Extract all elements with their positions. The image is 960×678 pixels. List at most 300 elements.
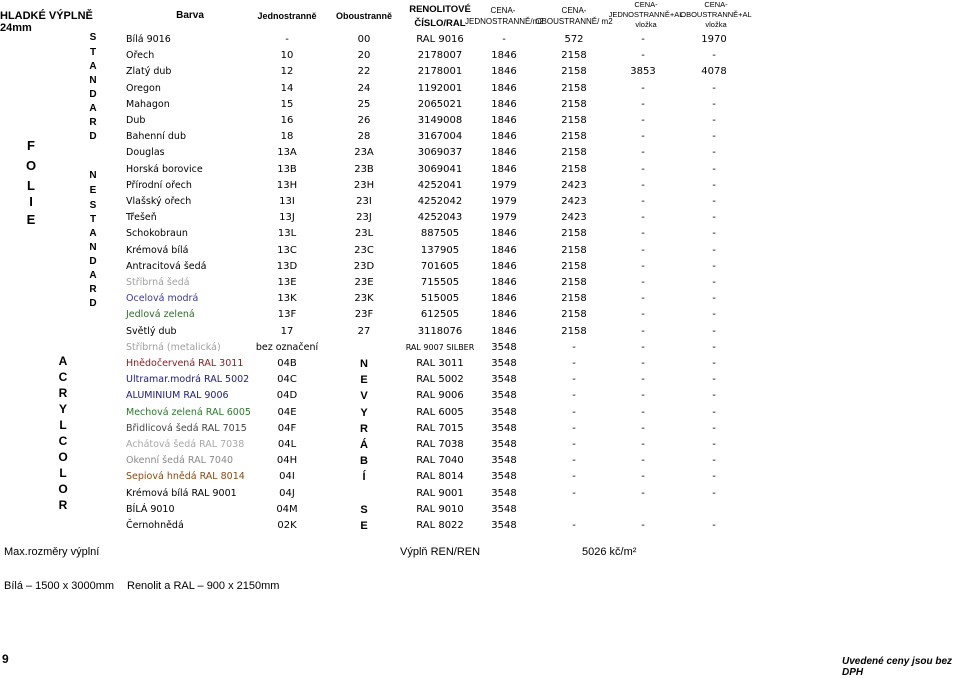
cell-vlozka-oboustranne: - xyxy=(712,260,716,272)
cell-cena-oboustranne: 2158 xyxy=(561,50,587,62)
cell-jednostranne: 14 xyxy=(280,82,294,94)
cell-vlozka-jednostranne: - xyxy=(641,82,645,94)
table-row xyxy=(0,307,960,323)
cell-vlozka-jednostranne: - xyxy=(641,358,645,369)
cell-cena-jednostranne: 3548 xyxy=(491,520,517,531)
table-row xyxy=(0,97,960,113)
cell-oboustranne: 20 xyxy=(357,50,371,62)
cell-jednostranne: 04B xyxy=(277,358,297,369)
cell-color-name: Ocelová modrá xyxy=(126,293,199,305)
cell-renolit: 2178007 xyxy=(417,50,463,62)
cell-jednostranne: 04L xyxy=(277,439,297,450)
vertical-letter: R xyxy=(58,386,68,400)
cell-cena-jednostranne: 3548 xyxy=(491,406,517,418)
table-row xyxy=(0,340,960,356)
cell-jednostranne: 17 xyxy=(280,325,294,337)
cell-renolit: 612505 xyxy=(420,309,460,321)
cell-vlozka-oboustranne: - xyxy=(712,82,716,94)
cell-vlozka-oboustranne: 1970 xyxy=(701,34,727,45)
col-header-vlozka-o-line3: vložka xyxy=(705,20,727,29)
cell-jednostranne: 15 xyxy=(280,98,294,110)
vertical-letter: E xyxy=(89,185,97,196)
cell-cena-oboustranne: 2158 xyxy=(561,147,587,159)
footer-bila-dimensions: Bílá – 1500 x 3000mm xyxy=(4,580,115,592)
cell-renolit: RAL 9001 xyxy=(416,487,464,499)
cell-cena-oboustranne: 2158 xyxy=(561,82,587,94)
table-row xyxy=(0,129,960,145)
cell-vlozka-oboustranne: - xyxy=(712,131,716,143)
cell-renolit: 137905 xyxy=(420,244,460,256)
table-row xyxy=(0,32,960,48)
col-header-renolit-line2: ČÍSLO/RAL xyxy=(414,18,466,29)
cell-cena-oboustranne: 2158 xyxy=(561,163,587,175)
col-header-vlozka-j-line1: CENA- xyxy=(634,0,658,9)
col-header-vlozka-oboustranne xyxy=(676,0,756,30)
vertical-letter: S xyxy=(89,200,97,211)
cell-color-name: Černohnědá xyxy=(126,520,184,531)
cell-cena-oboustranne: - xyxy=(572,390,576,402)
cell-oboustranne: Á xyxy=(360,439,368,451)
cell-jednostranne: 04M xyxy=(276,503,298,515)
cell-renolit: 887505 xyxy=(420,228,460,240)
cell-oboustranne: 25 xyxy=(357,98,371,110)
cell-vlozka-jednostranne: 3853 xyxy=(630,66,656,78)
table-row xyxy=(0,210,960,226)
vertical-letter: R xyxy=(89,284,97,295)
cell-oboustranne: N xyxy=(360,358,368,370)
vertical-letter: T xyxy=(89,47,97,58)
cell-vlozka-oboustranne: - xyxy=(712,455,716,467)
cell-color-name: Břidlicová šedá RAL 7015 xyxy=(126,422,247,434)
cell-renolit: RAL 5002 xyxy=(416,374,464,386)
cell-vlozka-oboustranne: - xyxy=(712,439,716,450)
cell-color-name: ALUMINIUM RAL 9006 xyxy=(126,390,229,402)
cell-vlozka-oboustranne: - xyxy=(712,487,716,499)
col-header-jednostranne: Jednostranně xyxy=(257,11,317,21)
cell-jednostranne: 04H xyxy=(276,455,298,467)
cell-vlozka-jednostranne: - xyxy=(641,212,645,224)
cell-color-name: BÍLÁ 9010 xyxy=(126,503,175,515)
cell-color-name: Stříbrná (metalická) xyxy=(126,341,221,353)
cell-vlozka-oboustranne: - xyxy=(712,325,716,337)
cell-cena-jednostranne: 1846 xyxy=(491,163,517,175)
cell-jednostranne: 13I xyxy=(279,196,295,207)
cell-cena-jednostranne: 1846 xyxy=(491,277,517,288)
cell-oboustranne: S xyxy=(360,503,368,516)
cell-color-name: Hnědočervená RAL 3011 xyxy=(126,358,244,369)
cell-color-name: Antracitová šedá xyxy=(126,260,207,272)
cell-vlozka-oboustranne: - xyxy=(712,422,716,434)
vertical-letter: R xyxy=(58,498,68,512)
cell-vlozka-jednostranne: - xyxy=(641,98,645,110)
cell-jednostranne: - xyxy=(285,34,289,45)
cell-oboustranne: V xyxy=(360,390,368,403)
cell-vlozka-jednostranne: - xyxy=(641,147,645,159)
table-row xyxy=(0,502,960,518)
cell-oboustranne: 24 xyxy=(357,82,371,94)
cell-jednostranne: 04F xyxy=(277,422,297,434)
cell-jednostranne: 13H xyxy=(276,179,298,191)
cell-vlozka-jednostranne: - xyxy=(641,293,645,305)
cell-cena-jednostranne: 1846 xyxy=(491,325,517,337)
cell-cena-jednostranne: 1846 xyxy=(491,115,517,126)
col-header-renolit-line1: RENOLITOVÉ xyxy=(409,4,471,15)
cell-vlozka-jednostranne: - xyxy=(641,163,645,175)
cell-oboustranne: Í xyxy=(362,471,366,484)
cell-color-name: Třešeň xyxy=(126,212,157,224)
vertical-letter: A xyxy=(89,103,97,114)
cell-oboustranne: 23J xyxy=(356,212,372,224)
cell-jednostranne: 13J xyxy=(279,212,295,224)
cell-vlozka-oboustranne: - xyxy=(712,374,716,386)
vertical-letter: D xyxy=(89,298,97,309)
cell-cena-jednostranne: 1846 xyxy=(491,228,517,240)
cell-jednostranne: 04E xyxy=(277,406,297,418)
cell-cena-jednostranne: 1846 xyxy=(491,50,517,62)
vertical-letter: Y xyxy=(58,402,67,416)
cell-vlozka-oboustranne: - xyxy=(712,50,716,62)
cell-cena-oboustranne: - xyxy=(572,439,576,450)
cell-vlozka-jednostranne: - xyxy=(641,50,645,62)
cell-renolit: 515005 xyxy=(420,293,460,305)
vertical-letter: C xyxy=(58,370,68,384)
cell-cena-jednostranne: 3548 xyxy=(491,471,517,483)
cell-color-name: Mahagon xyxy=(126,98,170,110)
cell-cena-jednostranne: 1846 xyxy=(491,66,517,78)
cell-cena-jednostranne: 3548 xyxy=(491,487,517,499)
cell-cena-jednostranne: 1979 xyxy=(491,196,517,207)
cell-cena-oboustranne: - xyxy=(572,422,576,434)
cell-oboustranne: 28 xyxy=(357,131,371,143)
cell-vlozka-oboustranne: 4078 xyxy=(701,66,727,78)
footer-vypln-price: 5026 kč/m² xyxy=(582,546,637,558)
table-row xyxy=(0,437,960,453)
cell-renolit: 1192001 xyxy=(417,82,463,94)
cell-vlozka-jednostranne: - xyxy=(641,309,645,321)
cell-cena-oboustranne: 572 xyxy=(564,34,584,45)
table-row xyxy=(0,324,960,340)
vertical-letter: D xyxy=(89,89,97,100)
cell-oboustranne: 23C xyxy=(354,244,374,256)
vertical-letter: O xyxy=(25,158,37,173)
cell-oboustranne: 23L xyxy=(354,228,374,240)
table-row xyxy=(0,48,960,64)
table-row xyxy=(0,372,960,388)
vertical-letter: A xyxy=(89,61,97,72)
cell-color-name: Okenní šedá RAL 7040 xyxy=(126,455,234,467)
cell-cena-oboustranne: 2423 xyxy=(561,179,587,191)
cell-color-name: Schokobraun xyxy=(126,228,188,240)
col-header-cena-j-line1: CENA- xyxy=(490,6,516,15)
vertical-letter: S xyxy=(89,32,97,43)
vertical-letter: A xyxy=(89,228,97,239)
cell-oboustranne: E xyxy=(360,520,368,532)
cell-color-name: Horská borovice xyxy=(126,163,203,175)
cell-color-name: Oregon xyxy=(126,82,161,94)
table-row xyxy=(0,145,960,161)
cell-vlozka-oboustranne: - xyxy=(712,98,716,110)
cell-oboustranne: 26 xyxy=(357,115,371,126)
cell-jednostranne: 04J xyxy=(279,487,295,499)
vertical-letter: C xyxy=(58,434,68,448)
cell-cena-jednostranne: 1846 xyxy=(491,82,517,94)
cell-renolit: RAL 9016 xyxy=(416,34,464,45)
cell-jednostranne: 18 xyxy=(280,131,294,143)
cell-vlozka-jednostranne: - xyxy=(641,374,645,386)
cell-color-name: Dub xyxy=(126,115,146,126)
cell-vlozka-jednostranne: - xyxy=(641,487,645,499)
cell-renolit: RAL 9010 xyxy=(416,503,464,515)
cell-color-name: Jedlová zelená xyxy=(126,309,195,321)
col-header-barva: Barva xyxy=(176,10,204,21)
cell-cena-jednostranne: 1846 xyxy=(491,260,517,272)
col-header-cena-jednostranne xyxy=(465,6,544,26)
cell-vlozka-jednostranne: - xyxy=(641,131,645,143)
vertical-letter: L xyxy=(59,418,67,432)
cell-color-name: Přírodní ořech xyxy=(126,179,192,191)
vertical-letter: A xyxy=(58,354,68,368)
cell-jednostranne: 13E xyxy=(277,277,297,288)
col-header-cena-o-line2: OBOUSTRANNĚ/ m2 xyxy=(535,17,613,26)
vertical-letter: F xyxy=(27,138,35,153)
col-header-vlozka-j-line3: vložka xyxy=(635,20,657,29)
vertical-letter: E xyxy=(26,212,36,227)
cell-cena-oboustranne: 2423 xyxy=(561,212,587,224)
cell-cena-oboustranne: 2158 xyxy=(561,277,587,288)
footer-vat-note: Uvedené ceny jsou bez DPH xyxy=(842,656,953,678)
cell-color-name: Krémová bílá RAL 9001 xyxy=(126,487,237,499)
col-header-oboustranne: Oboustranně xyxy=(335,11,392,21)
vertical-letter: D xyxy=(89,131,97,142)
cell-cena-oboustranne: 2158 xyxy=(561,115,587,126)
cell-oboustranne: R xyxy=(360,422,368,435)
cell-vlozka-jednostranne: - xyxy=(641,244,645,256)
cell-vlozka-jednostranne: - xyxy=(641,277,645,288)
table-row xyxy=(0,64,960,80)
cell-oboustranne: 22 xyxy=(357,66,371,78)
table-row xyxy=(0,405,960,421)
cell-vlozka-oboustranne: - xyxy=(712,520,716,531)
table-row xyxy=(0,178,960,194)
col-header-cena-oboustranne xyxy=(534,6,614,26)
cell-cena-oboustranne: - xyxy=(572,455,576,467)
cell-oboustranne: 23D xyxy=(353,260,375,272)
cell-vlozka-oboustranne: - xyxy=(712,163,716,175)
cell-jednostranne: 13L xyxy=(277,228,297,240)
cell-cena-oboustranne: 2158 xyxy=(561,98,587,110)
cell-color-name: Ořech xyxy=(126,50,155,62)
cell-cena-jednostranne: 3548 xyxy=(491,503,517,515)
cell-cena-oboustranne: 2158 xyxy=(561,260,587,272)
cell-vlozka-oboustranne: - xyxy=(712,406,716,418)
cell-vlozka-jednostranne: - xyxy=(641,471,645,483)
cell-renolit: 4252043 xyxy=(417,212,463,224)
cell-vlozka-jednostranne: - xyxy=(641,406,645,418)
cell-vlozka-jednostranne: - xyxy=(641,325,645,337)
cell-vlozka-oboustranne: - xyxy=(712,341,716,353)
cell-cena-oboustranne: 2158 xyxy=(561,293,587,305)
cell-vlozka-oboustranne: - xyxy=(712,196,716,207)
cell-cena-oboustranne: 2158 xyxy=(561,309,587,321)
cell-renolit: 2178001 xyxy=(417,66,463,78)
cell-oboustranne: 00 xyxy=(357,34,371,45)
cell-cena-jednostranne: 3548 xyxy=(491,439,517,450)
cell-vlozka-oboustranne: - xyxy=(712,179,716,191)
cell-cena-jednostranne: 1979 xyxy=(491,179,517,191)
vertical-letter: I xyxy=(29,194,33,209)
cell-cena-oboustranne: 2158 xyxy=(561,228,587,240)
cell-color-name: Achátová šedá RAL 7038 xyxy=(126,439,245,450)
cell-jednostranne: 13K xyxy=(277,293,297,305)
table-row xyxy=(0,162,960,178)
table-row xyxy=(0,275,960,291)
col-header-vlozka-o-line2: OBOUSTRANNĚ+AL xyxy=(680,10,752,19)
cell-vlozka-oboustranne: - xyxy=(712,309,716,321)
cell-renolit: RAL 9007 SILBER xyxy=(405,342,475,352)
cell-jednostranne: 10 xyxy=(280,50,294,62)
cell-oboustranne: 23A xyxy=(354,147,374,159)
cell-color-name: Stříbrná šedá xyxy=(126,277,190,288)
cell-cena-jednostranne: 1846 xyxy=(491,98,517,110)
cell-oboustranne: 23F xyxy=(354,309,374,321)
cell-vlozka-oboustranne: - xyxy=(712,390,716,402)
cell-cena-oboustranne: - xyxy=(572,358,576,369)
cell-jednostranne: bez označení xyxy=(255,341,319,353)
table-row xyxy=(0,81,960,97)
cell-renolit: 3069041 xyxy=(417,163,463,175)
cell-vlozka-jednostranne: - xyxy=(641,341,645,353)
cell-oboustranne: 23B xyxy=(354,163,374,175)
cell-jednostranne: 04D xyxy=(276,390,298,402)
cell-color-name: Světlý dub xyxy=(126,325,177,337)
col-header-cena-j-line2: JEDNOSTRANNĚ/m2 xyxy=(465,17,544,26)
table-row xyxy=(0,388,960,404)
table-row xyxy=(0,194,960,210)
cell-color-name: Mechová zelená RAL 6005 xyxy=(126,406,251,418)
cell-renolit: 3167004 xyxy=(417,131,463,143)
table-row xyxy=(0,356,960,372)
cell-color-name: Krémová bílá xyxy=(126,244,189,256)
cell-color-name: Sepiová hnědá RAL 8014 xyxy=(126,471,245,483)
vertical-letter: N xyxy=(89,75,97,86)
vertical-letter: L xyxy=(27,178,35,193)
cell-renolit: 3118076 xyxy=(417,325,463,337)
cell-cena-jednostranne: 1846 xyxy=(491,244,517,256)
cell-color-name: Bílá 9016 xyxy=(126,34,171,45)
cell-renolit: RAL 7038 xyxy=(416,439,464,450)
cell-renolit: 4252042 xyxy=(417,196,463,207)
cell-renolit: RAL 8022 xyxy=(416,520,464,531)
table-row xyxy=(0,469,960,485)
col-header-cena-o-line1: CENA- xyxy=(561,6,587,15)
table-row xyxy=(0,259,960,275)
cell-vlozka-oboustranne: - xyxy=(712,212,716,224)
cell-vlozka-jednostranne: - xyxy=(641,34,645,45)
cell-renolit: RAL 7040 xyxy=(416,455,464,467)
col-header-vlozka-j-line2: JEDNOSTRANNĚ+AL xyxy=(608,10,684,19)
cell-vlozka-jednostranne: - xyxy=(641,422,645,434)
cell-oboustranne: E xyxy=(360,374,368,387)
vertical-letter: O xyxy=(58,450,68,464)
cell-cena-jednostranne: 3548 xyxy=(491,422,517,434)
vertical-letter: D xyxy=(89,256,97,267)
vertical-letter: T xyxy=(89,214,97,225)
cell-jednostranne: 02K xyxy=(277,520,297,531)
cell-oboustranne: 27 xyxy=(357,325,371,337)
footer-max-dimensions: Max.rozměry výplní xyxy=(4,546,100,558)
cell-vlozka-oboustranne: - xyxy=(712,115,716,126)
cell-renolit: RAL 7015 xyxy=(416,422,464,434)
cell-jednostranne: 16 xyxy=(280,115,294,126)
cell-renolit: RAL 6005 xyxy=(416,406,464,418)
cell-cena-jednostranne: 1846 xyxy=(491,147,517,159)
cell-vlozka-jednostranne: - xyxy=(641,179,645,191)
vertical-letter: L xyxy=(59,466,67,480)
cell-color-name: Vlašský ořech xyxy=(126,196,192,207)
cell-jednostranne: 04I xyxy=(279,471,295,483)
cell-cena-jednostranne: 1846 xyxy=(491,293,517,305)
cell-vlozka-oboustranne: - xyxy=(712,293,716,305)
cell-vlozka-oboustranne: - xyxy=(712,471,716,483)
vertical-letter: R xyxy=(89,117,97,128)
cell-cena-jednostranne: 1846 xyxy=(491,309,517,321)
cell-vlozka-jednostranne: - xyxy=(641,196,645,207)
cell-vlozka-oboustranne: - xyxy=(712,277,716,288)
cell-cena-oboustranne: - xyxy=(572,341,576,353)
cell-oboustranne: 23H xyxy=(353,179,375,191)
cell-color-name: Zlatý dub xyxy=(126,66,172,78)
cell-jednostranne: 13F xyxy=(277,309,297,321)
cell-cena-jednostranne: 3548 xyxy=(491,341,517,353)
cell-vlozka-jednostranne: - xyxy=(641,455,645,467)
cell-renolit: RAL 3011 xyxy=(416,358,464,369)
cell-color-name: Douglas xyxy=(126,147,165,159)
cell-renolit: 715505 xyxy=(420,277,460,288)
cell-oboustranne: 23I xyxy=(356,196,372,207)
cell-cena-oboustranne: - xyxy=(572,487,576,499)
table-row xyxy=(0,518,960,534)
cell-cena-jednostranne: 3548 xyxy=(491,374,517,386)
vertical-letter: O xyxy=(58,482,68,496)
table-row xyxy=(0,226,960,242)
cell-cena-jednostranne: 1979 xyxy=(491,212,517,224)
cell-renolit: RAL 8014 xyxy=(416,471,464,483)
cell-oboustranne: 23E xyxy=(354,277,374,288)
table-row xyxy=(0,113,960,129)
cell-jednostranne: 13B xyxy=(277,163,297,175)
cell-jednostranne: 12 xyxy=(280,66,294,78)
cell-cena-oboustranne: - xyxy=(572,520,576,531)
table-row xyxy=(0,291,960,307)
col-header-vlozka-o-line1: CENA- xyxy=(704,0,728,9)
cell-renolit: 701605 xyxy=(420,260,460,272)
cell-renolit: RAL 9006 xyxy=(416,390,464,402)
vertical-letter: N xyxy=(89,170,97,181)
cell-oboustranne: B xyxy=(360,455,368,468)
vertical-letter: N xyxy=(89,242,97,253)
cell-jednostranne: 13A xyxy=(277,147,297,159)
page-number: 9 xyxy=(2,652,9,666)
cell-color-name: Bahenní dub xyxy=(126,131,186,143)
cell-jednostranne: 13D xyxy=(276,260,298,272)
cell-vlozka-oboustranne: - xyxy=(712,147,716,159)
cell-vlozka-oboustranne: - xyxy=(712,244,716,256)
cell-renolit: 4252041 xyxy=(417,179,463,191)
cell-renolit: 3069037 xyxy=(417,147,463,159)
table-row xyxy=(0,421,960,437)
cell-vlozka-jednostranne: - xyxy=(641,115,645,126)
cell-cena-oboustranne: 2158 xyxy=(561,244,587,256)
